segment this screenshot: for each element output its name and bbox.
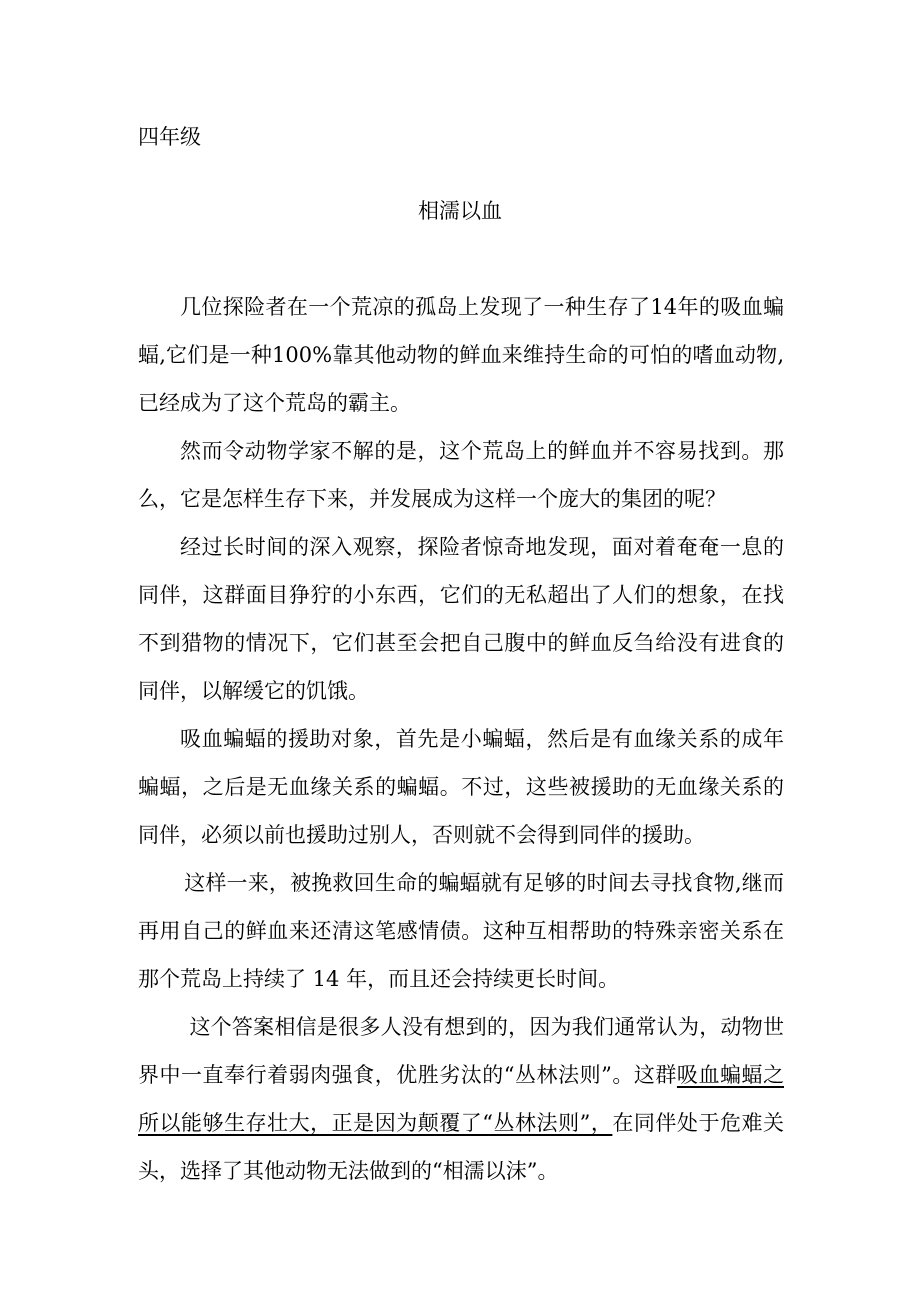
final-text-before: 这个答案相信是很多人没有想到的，因为我们通常认为，动物世界中一直奉行着弱肉强食，优胜劣汰的“丛林法则”。这群 (138, 1015, 784, 1087)
paragraph: 然而令动物学家不解的是，这个荒岛上的鲜血并不容易找到。那么，它是怎样生存下来，并发展成为这样一个庞大的集团的呢？ (138, 439, 784, 511)
paragraph: 这样一来，被挽救回生命的蝙蝠就有足够的时间去寻找食物,继而再用自己的鲜血来还清这笔感情债。这种互相帮助的特殊亲密关系在那个荒岛上持续了 14 年，而且还会持续更长时间。 (138, 871, 784, 991)
paragraph: 经过长时间的深入观察，探险者惊奇地发现，面对着奄奄一息的同伴，这群面目狰狞的小东西，它们的无私超出了人们的想象，在找不到猎物的情况下，它们甚至会把自己腹中的鲜血反刍给没有进食的同伴，以解缓它的饥饿。 (138, 535, 784, 703)
article-title: 相濡以血 (418, 199, 502, 223)
paragraph: 吸血蝙蝠的援助对象，首先是小蝙蝠，然后是有血缘关系的成年蝙蝠，之后是无血缘关系的蝙蝠。不过，这些被援助的无血缘关系的同伴，必须以前也援助过别人，否则就不会得到同伴的援助。 (138, 727, 784, 847)
paragraph-final (138, 1003, 784, 1195)
article-body (138, 283, 784, 1195)
underlined-sentence: 吸血蝙蝠之所以能够生存壮大，正是因为颠覆了“丛林法则”， (138, 1063, 784, 1135)
final-text-after: 在同伴处于危难关头，选择了其他动物无法做到的“相濡以沫”。 (138, 1111, 784, 1183)
grade-label: 四年级 (138, 125, 201, 149)
paragraph: 几位探险者在一个荒凉的孤岛上发现了一种生存了14年的吸血蝙蝠,它们是一种100%靠其他动物的鲜血来维持生命的可怕的嗜血动物,已经成为了这个荒岛的霸主。 (138, 295, 784, 415)
